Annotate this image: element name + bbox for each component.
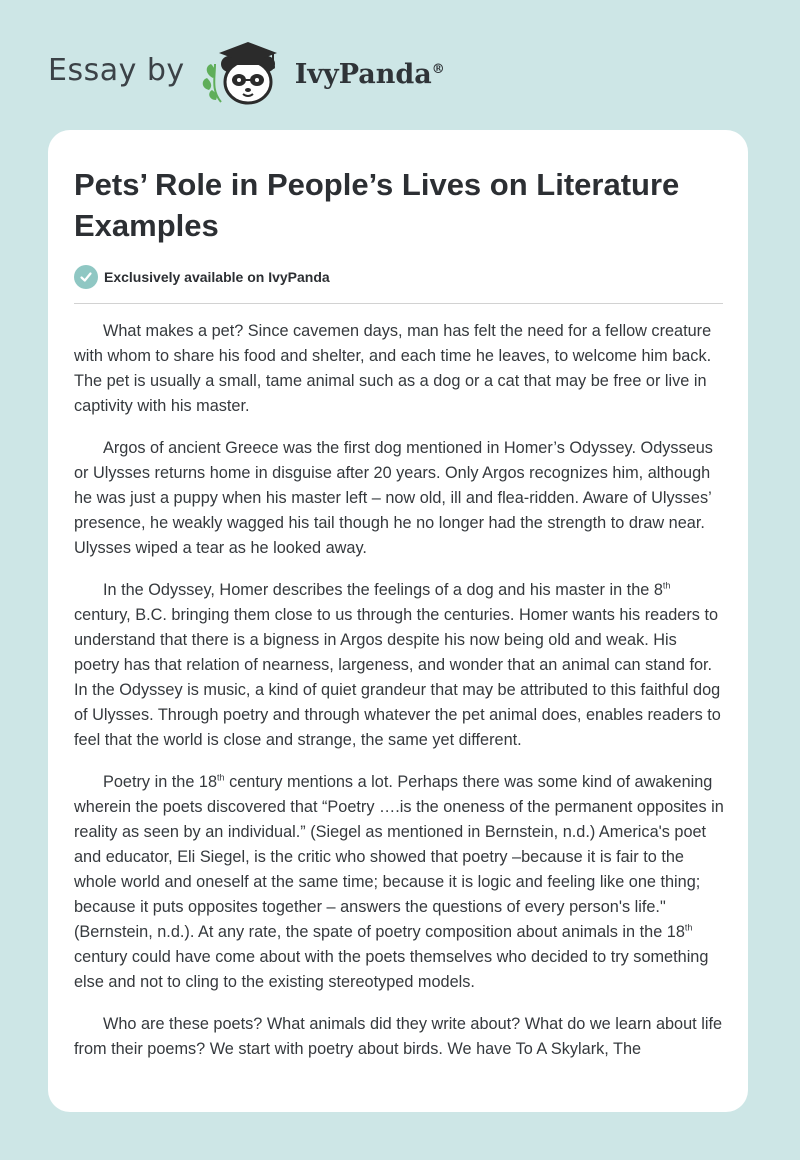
exclusive-badge [74, 265, 330, 289]
paragraph: Argos of ancient Greece was the first dog mentioned in Homer’s Odyssey. Odysseus or Ulysses returns home in disguise after 20 years. Only Argos recognizes him, although he was just a puppy when his master left – now old, ill and flea-ridden. Aware of Ulysses’ presence, he weakly wagged his tail though he no longer had the strength to draw near. Ulysses wiped a tear as he looked away. [74, 439, 713, 557]
registered-mark: ® [431, 61, 445, 77]
paragraph [74, 578, 726, 753]
site-header [48, 38, 445, 108]
paragraph-text: century could have come about with the poets themselves who decided to try something else and not to cling to the existing stereotyped models. [74, 948, 709, 991]
brand-label: IvyPanda [294, 58, 432, 90]
panda-graduate-logo-icon[interactable] [199, 38, 291, 108]
paragraph-text: century, B.C. bringing them close to us through the centuries. Homer wants his readers to understand that there is a bigness in Argos despite his now being old and weak. His poetry has that relation of nearness, largeness, and wonder that an animal can stand for. In the Odyssey is music, a kind of quiet grandeur that may be attributed to this faithful dog of Ulysses. Through poetry and through whatever the pet animal does, enables readers to feel that the world is close and strange, the same yet different. [74, 606, 721, 749]
ordinal-suffix: th [217, 772, 225, 783]
paragraph: What makes a pet? Since cavemen days, man has felt the need for a fellow creature with whom to share his food and shelter, and each time he leaves, to welcome him back. The pet is usually a small, tame animal such as a dog or a cat that may be free or live in captivity with his master. [74, 322, 712, 415]
paragraph [74, 770, 726, 995]
paragraph-text: In the Odyssey, Homer describes the feelings of a dog and his master in the 8 [103, 581, 663, 599]
brand-name[interactable] [295, 59, 445, 90]
ordinal-suffix: th [684, 922, 693, 933]
exclusive-badge-label: Exclusively available on IvyPanda [104, 269, 330, 285]
essay-body [74, 319, 726, 1079]
paragraph: Who are these poets? What animals did they write about? What do we learn about life from their poems? We start with poetry about birds. We have To A Skylark, The [74, 1015, 723, 1058]
ordinal-suffix: th [662, 580, 671, 591]
essay-title: Pets’ Role in People’s Lives on Literature Examples [74, 167, 680, 243]
essay-card [48, 130, 748, 1112]
check-icon [74, 265, 98, 289]
essay-by-label: Essay by [48, 52, 185, 88]
paragraph-text: century mentions a lot. Perhaps there was some kind of awakening wherein the poets discovered that “Poetry ….is the oneness of the permanent opposites in reality as seen by an individual.” (Siegel as mentioned in Bernstein, n.d.) America's poet and educator, Eli Siegel, is the critic who showed that poetry –because it is fair to the whole world and oneself at the same time; because it is logic and feeling like one thing; because it puts opposites together – answers the questions of every person's life." (Bernstein, n.d.). At any rate, the spate of poetry composition about animals in the 18 [74, 773, 724, 941]
paragraph-text: Poetry in the 18 [103, 773, 218, 791]
title-divider [74, 303, 723, 304]
